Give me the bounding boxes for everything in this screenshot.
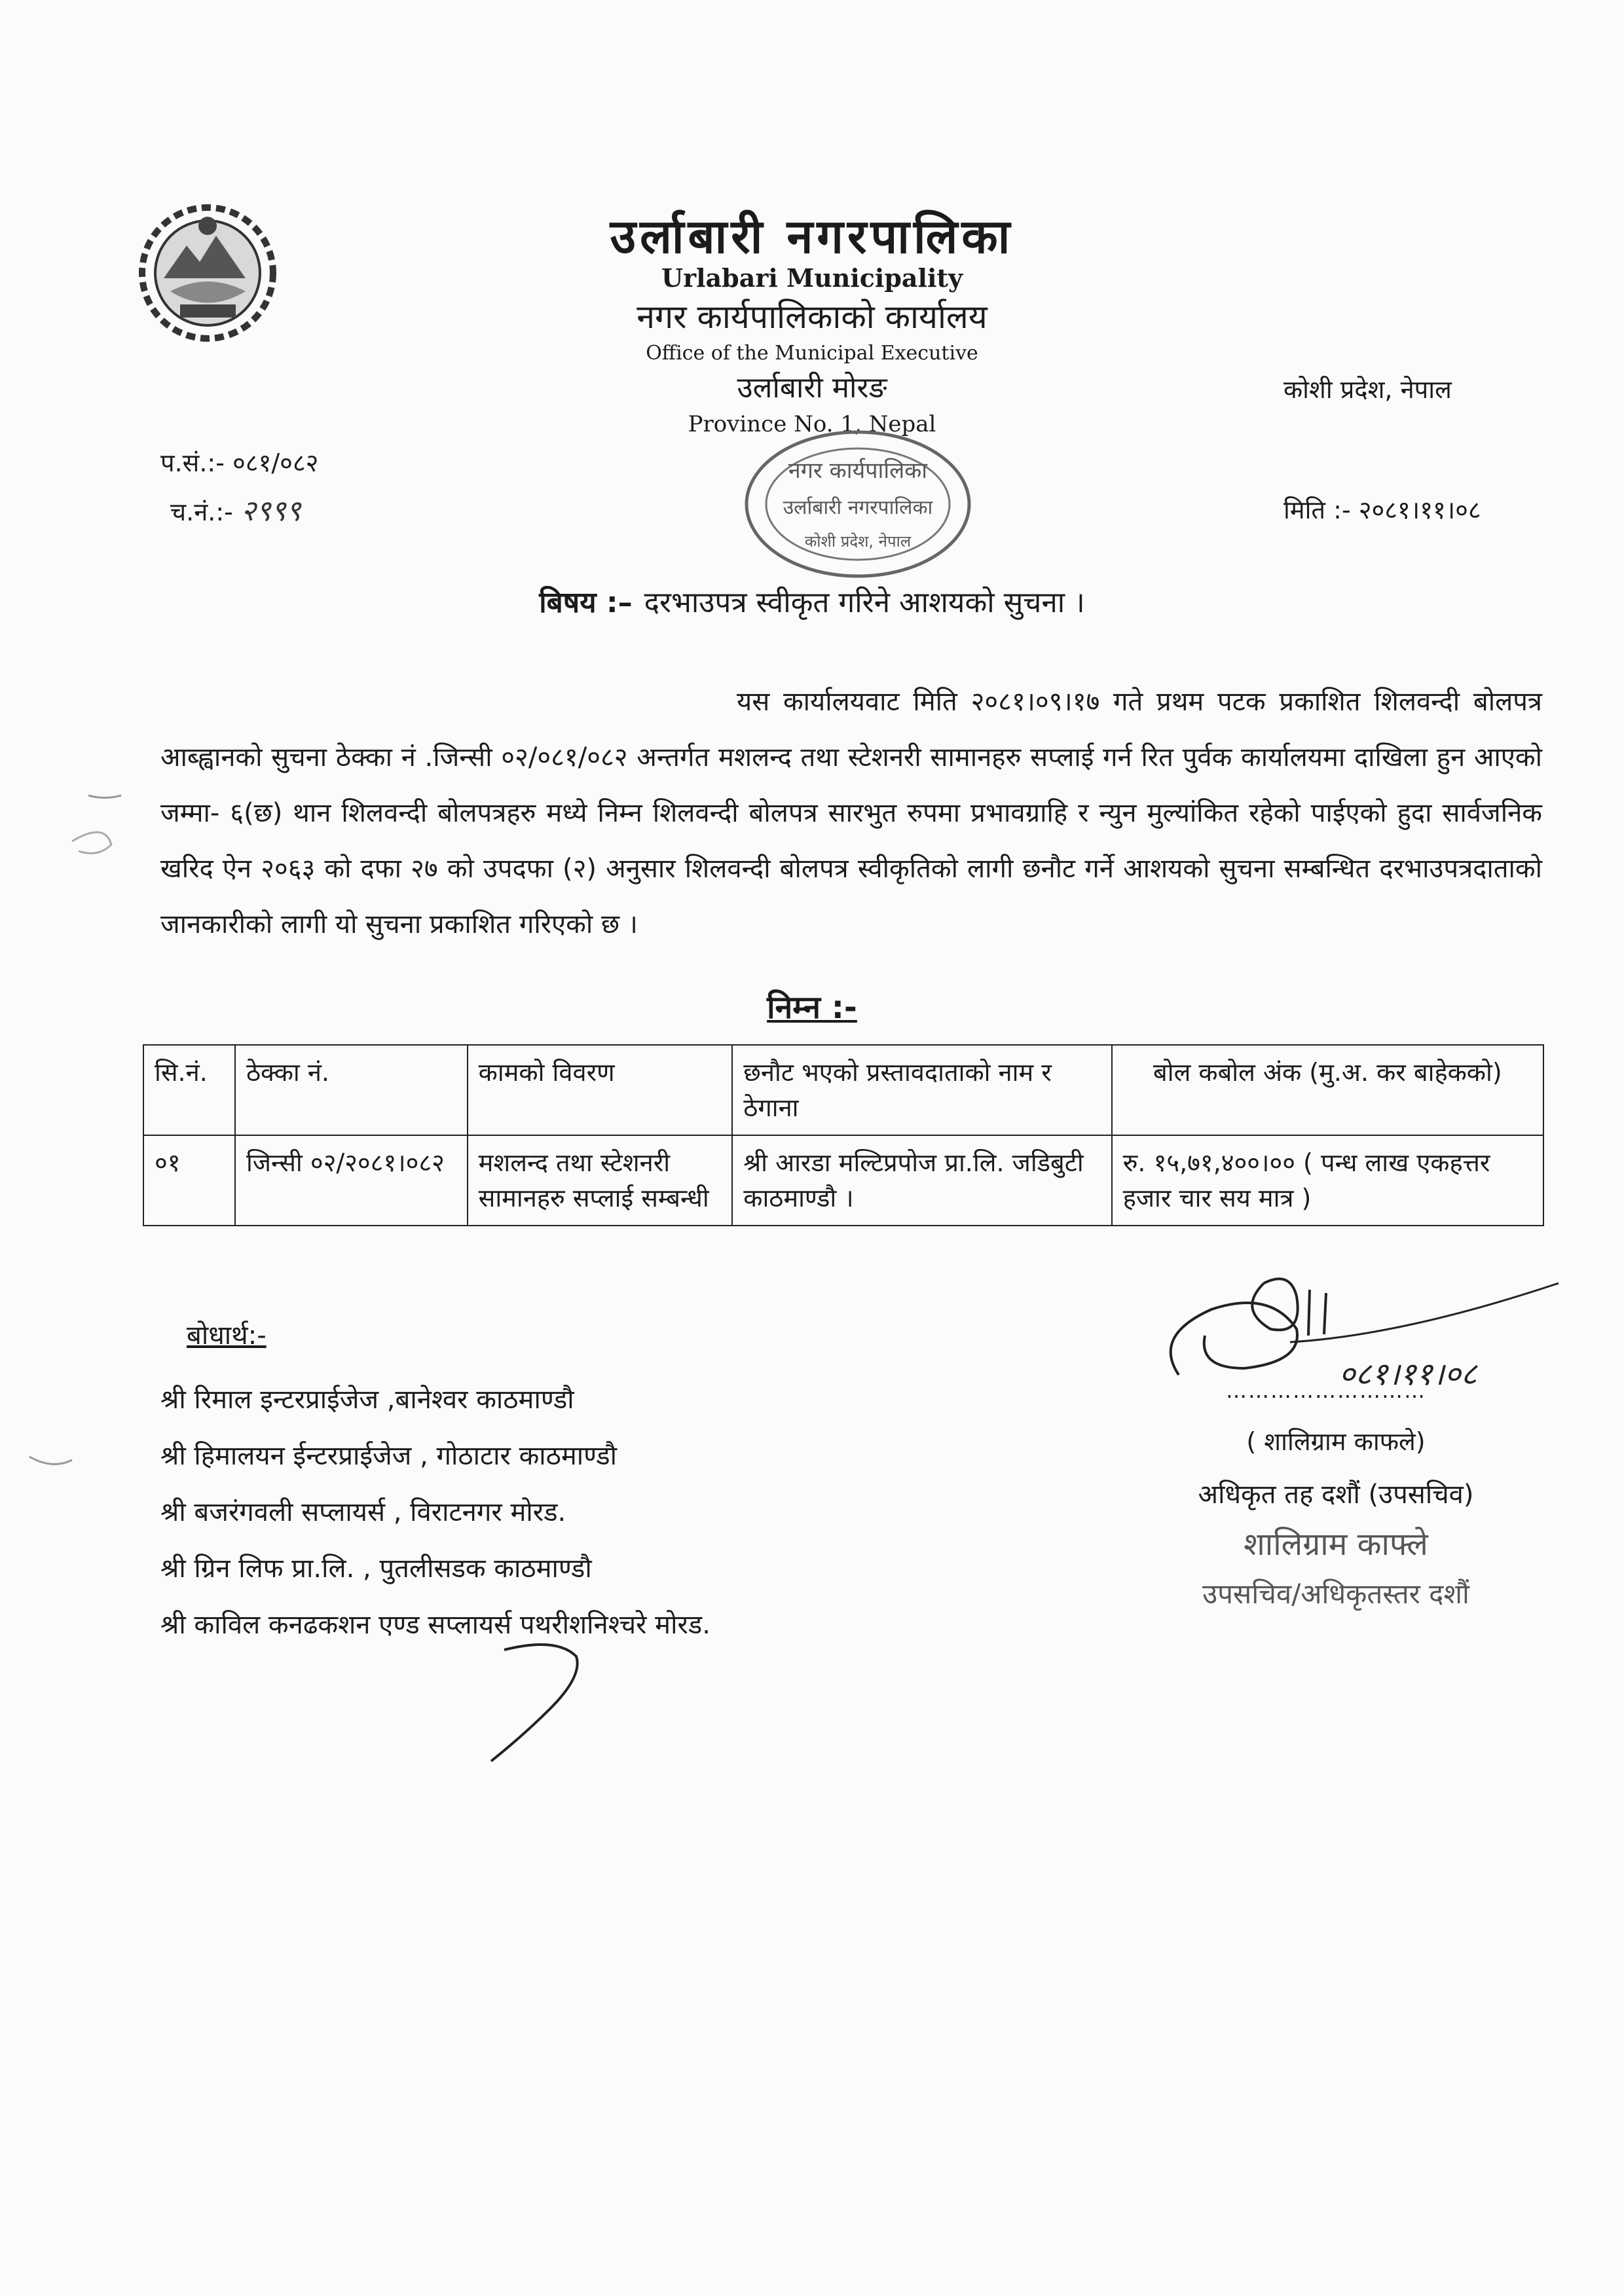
cc-label: बोधार्थ:-: [187, 1321, 267, 1351]
signatory-name: ( शालिग्राम काफले): [1246, 1427, 1426, 1456]
list-item: श्री बजरंगवली सप्लायर्स , विराटनगर मोरड.: [160, 1497, 566, 1527]
col-work-description: कामको विवरण: [468, 1045, 733, 1135]
subject-label: बिषय :–: [539, 586, 633, 619]
list-item: श्री ग्रिन लिफ प्रा.लि. , पुतलीसडक काठमाण्डौ: [160, 1554, 592, 1584]
list-item: श्री हिमालयन ईन्टरप्राईजेज , गोठाटार काठमाण्डौ: [160, 1441, 617, 1471]
cell-bidder: श्री आरडा मल्टिप्रपोज प्रा.लि. जडिबुटी काठमाण्डौ ।: [732, 1135, 1111, 1226]
stamp-text-bottom: कोशी प्रदेश, नेपाल: [804, 532, 912, 551]
letter-date: मिति :- २०८१।११।०८: [1283, 496, 1481, 524]
list-item: श्री काविल कनढकशन एण्ड सप्लायर्स पथरीशनिश्चरे मोरड.: [160, 1610, 710, 1640]
signatory-title: अधिकृत तह दशौं (उपसचिव): [1198, 1480, 1474, 1510]
col-serial: सि.नं.: [143, 1045, 235, 1135]
col-contract-no: ठेक्का नं.: [235, 1045, 468, 1135]
reference-number: प.सं.:- ०८१/०८२: [160, 448, 319, 477]
signature-date: ०८१।११।०८: [1338, 1356, 1477, 1393]
cell-work-description: मशलन्द तथा स्टेशनरी सामानहरु सप्लाई सम्बन्धी: [468, 1135, 733, 1226]
subject-text: दरभाउपत्र स्वीकृत गरिने आशयको सुचना ।: [644, 586, 1085, 619]
notice-paragraph: यस कार्यालयवाट मिति २०८१।०९।१७ गते प्रथम पटक प्रकाशित शिलवन्दी बोलपत्र आब्ह्वानको सुचना ठेक्का नं .जिन्सी ०२/०८१/०८२ अन्तर्गत मशलन्द तथा स्टेशनरी सामानहरु सप्लाई गर्न रित पुर्वक कार्यालयमा दाखिला हुन आएको जम्मा- ६(छ) थान शिलवन्दी बोलपत्रहरु मध्ये निम्न शिलवन्दी बोलपत्र सारभुत रुपमा प्रभावग्राहि र न्युन मुल्यांकित रहेको पाईएको हुदा सार्वजनिक खरिद ऐन २०६३ को दफा २७ को उपदफा (२) अनुसार शिलवन्दी बोलपत्र स्वीकृतिको लागी छनौट गर्ने आशयको सुचना सम्बन्धित दरभाउपत्रदाताको जानकारीको लागी यो सुचना प्रकाशित गरिएको छ ।: [160, 687, 1542, 939]
stamp-text-top: नगर कार्यपालिका: [788, 458, 928, 484]
dispatch-number: च.नं.:- २९९९: [170, 494, 301, 528]
signatory-stamp-title: उपसचिव/अधिकृतस्तर दशौं: [1202, 1578, 1469, 1610]
stamp-text-mid: उर्लाबारी नगरपालिका: [783, 496, 933, 519]
cell-bid-amount: रु. १५,७१,४००।०० ( पन्ध लाख एकहत्तर हजार चार सय मात्र ): [1112, 1135, 1543, 1226]
province-np: कोशी प्रदेश, नेपाल: [1283, 375, 1452, 404]
list-item: श्री रिमाल इन्टरप्राईजेज ,बानेश्वर काठमाण्डौ: [160, 1385, 574, 1415]
office-name-np: नगर कार्यपालिकाको कार्यालय: [637, 298, 987, 336]
province-en: Province No. 1, Nepal: [688, 411, 936, 437]
municipality-name-en: Urlabari Municipality: [661, 263, 963, 293]
cell-contract-no: जिन्सी ०२/२०८१।०८२: [235, 1135, 468, 1226]
municipality-name-np: उर्लाबारी नगरपालिका: [610, 209, 1014, 264]
cell-serial: ०१: [143, 1135, 235, 1226]
signature-line: ………………………: [1226, 1378, 1426, 1403]
col-bidder: छनौट भएको प्रस्तावदाताको नाम र ठेगाना: [732, 1045, 1111, 1135]
location-np: उर्लाबारी मोरङ: [737, 371, 887, 405]
table-heading: निम्न :-: [767, 989, 857, 1026]
col-bid-amount: बोल कबोल अंक (मु.अ. कर बाहेकको): [1112, 1045, 1543, 1135]
dispatch-number-handwritten: २९९९: [241, 494, 301, 528]
signatory-stamp-name: शालिग्राम काफ्ले: [1244, 1526, 1428, 1563]
office-name-en: Office of the Municipal Executive: [646, 342, 978, 365]
